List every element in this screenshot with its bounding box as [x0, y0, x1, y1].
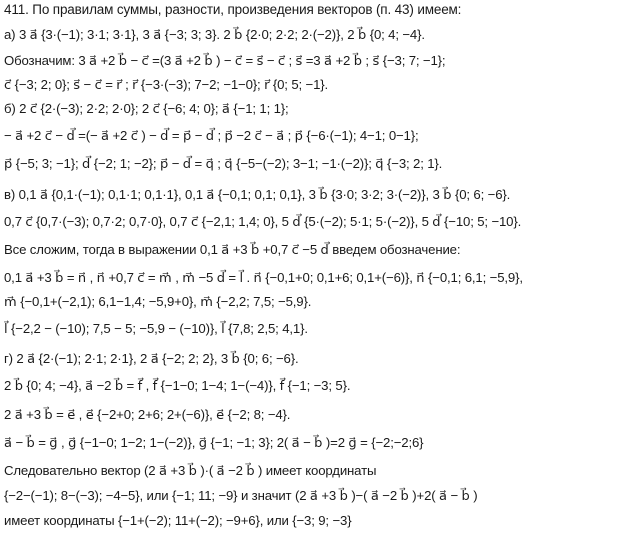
part-a-line-1: а) 3 a⃗ {3·(−1); 3·1; 3·1}, 3 a⃗ {−3; 3; 3}. 2 b⃗ {2·0; 2·2; 2·(−2)}, 2 b⃗ {0; 4; −4}.	[4, 27, 425, 42]
part-b-line-2: − a⃗ +2 c⃗ − d⃗ =(− a⃗ +2 c⃗ ) − d⃗ = p⃗ − d⃗ ; p⃗ −2 c⃗ − a⃗ ; p⃗ {−6·(−1); 4−1; 0−1};	[4, 128, 419, 143]
part-a-line-2: Обозначим: 3 a⃗ +2 b⃗ − c⃗ =(3 a⃗ +2 b⃗ ) − c⃗ = s⃗ − c⃗ ; s⃗ =3 a⃗ +2 b⃗ ; s⃗ {−3; 7; −1};	[4, 53, 446, 68]
part-g-line-2: 2 b⃗ {0; 4; −4}, a⃗ −2 b⃗ = f⃗ , f⃗ {−1−0; 1−4; 1−(−4)}, f⃗ {−1; −3; 5}.	[4, 378, 351, 393]
part-v-line-3: Все сложим, тогда в выражении 0,1 a⃗ +3 b⃗ +0,7 c⃗ −5 d⃗ введем обозначение:	[4, 242, 461, 257]
part-g-line-4: a⃗ − b⃗ = g⃗ , g⃗ {−1−0; 1−2; 1−(−2)}, g⃗ {−1; −1; 3}; 2( a⃗ − b⃗ )=2 g⃗ = {−2;−2;6}	[4, 435, 424, 450]
part-v-line-5: m⃗ {−0,1+(−2,1); 6,1−1,4; −5,9+0}, m⃗ {−2,2; 7,5; −5,9}.	[4, 294, 312, 309]
part-v-line-2: 0,7 c⃗ {0,7·(−3); 0,7·2; 0,7·0}, 0,7 c⃗ {−2,1; 1,4; 0}, 5 d⃗ {5·(−2); 5·1; 5·(−2)}, 5 d⃗ {−10; 5; −10}.	[4, 214, 522, 229]
part-v-line-6: l⃗ {−2,2 − (−10); 7,5 − 5; −5,9 − (−10)}, l⃗ {7,8; 2,5; 4,1}.	[4, 321, 308, 336]
part-v-line-1: в) 0,1 a⃗ {0,1·(−1); 0,1·1; 0,1·1}, 0,1 a⃗ {−0,1; 0,1; 0,1}, 3 b⃗ {3·0; 3·2; 3·(−2)}, 3 b⃗ {0; 6; −6}.	[4, 187, 511, 202]
conclusion-line-3: имеет координаты {−1+(−2); 11+(−2); −9+6}, или {−3; 9; −3}	[4, 513, 352, 528]
part-a-line-3: c⃗ {−3; 2; 0}; s⃗ − c⃗ = r⃗ ; r⃗ {−3·(−3); 7−2; −1−0}; r⃗ {0; 5; −1}.	[4, 77, 329, 92]
problem-heading: 411. По правилам суммы, разности, произведения векторов (п. 43) имеем:	[4, 2, 462, 17]
part-v-line-4: 0,1 a⃗ +3 b⃗ = n⃗ , n⃗ +0,7 c⃗ = m⃗ , m⃗ −5 d⃗ = l⃗ . n⃗ {−0,1+0; 0,1+6; 0,1+(−6)}, n⃗ {−0,1; 6,1; −5,9},	[4, 270, 523, 285]
part-g-line-3: 2 a⃗ +3 b⃗ = e⃗ , e⃗ {−2+0; 2+6; 2+(−6)}, e⃗ {−2; 8; −4}.	[4, 407, 291, 422]
conclusion-line-1: Следовательно вектор (2 a⃗ +3 b⃗ )·( a⃗ −2 b⃗ ) имеет координаты	[4, 463, 377, 478]
part-b-line-1: б) 2 c⃗ {2·(−3); 2·2; 2·0}; 2 c⃗ {−6; 4; 0}; a⃗ {−1; 1; 1};	[4, 101, 289, 116]
part-b-line-3: p⃗ {−5; 3; −1}; d⃗ {−2; 1; −2}; p⃗ − d⃗ = q⃗ ; q⃗ {−5−(−2); 3−1; −1·(−2)}; q⃗ {−3; 2; 1}.	[4, 156, 443, 171]
conclusion-line-2: {−2−(−1); 8−(−3); −4−5}, или {−1; 11; −9} и значит (2 a⃗ +3 b⃗ )−( a⃗ −2 b⃗ )+2( a⃗ − b⃗ )	[4, 488, 478, 503]
part-g-line-1: г) 2 a⃗ {2·(−1); 2·1; 2·1}, 2 a⃗ {−2; 2; 2}, 3 b⃗ {0; 6; −6}.	[4, 351, 299, 366]
